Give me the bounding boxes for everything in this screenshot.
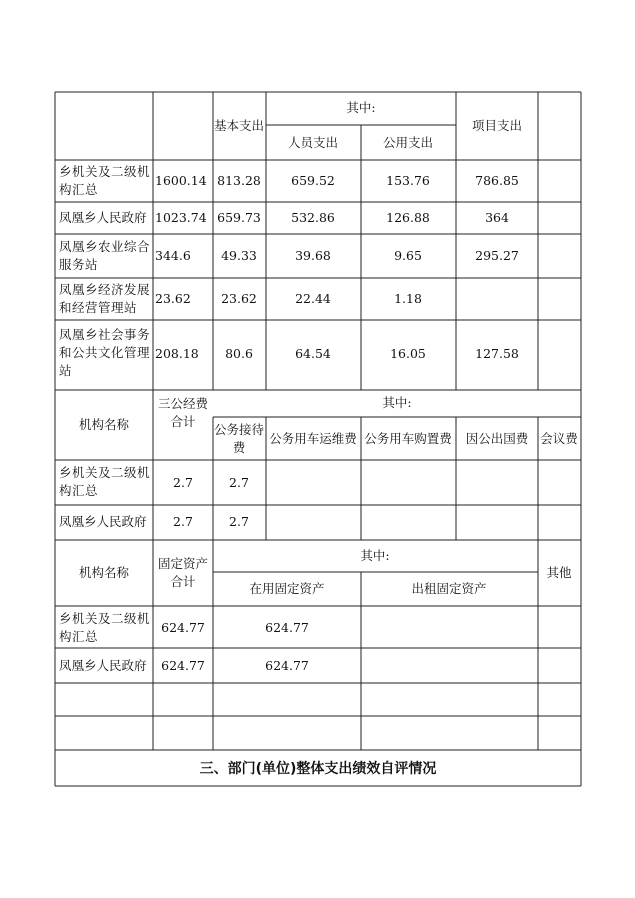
total-expense: 208.18 xyxy=(155,346,199,361)
public-expense: 1.18 xyxy=(394,291,422,306)
header-abroad: 因公出国费 xyxy=(465,431,529,446)
header-among: 其中: xyxy=(360,548,390,563)
personnel-expense: 22.44 xyxy=(295,291,331,306)
public-expense: 16.05 xyxy=(390,346,426,361)
reception-expense: 2.7 xyxy=(229,475,249,490)
org-name: 凤凰乡人民政府 xyxy=(59,658,147,673)
three-public-total: 2.7 xyxy=(173,475,193,490)
project-expense: 295.27 xyxy=(475,248,519,263)
org-name: 凤凰乡农业综合 服务站 xyxy=(59,239,151,272)
project-expense: 364 xyxy=(485,210,509,225)
header-in-use-assets: 在用固定资产 xyxy=(249,581,325,596)
header-org-name: 机构名称 xyxy=(78,565,130,580)
personnel-expense: 659.52 xyxy=(291,173,335,188)
total-expense: 344.6 xyxy=(155,248,191,263)
header-other: 其他 xyxy=(546,565,572,580)
section-title: 三、部门(单位)整体支出绩效自评情况 xyxy=(199,761,437,777)
header-org-name: 机构名称 xyxy=(78,417,130,432)
personnel-expense: 64.54 xyxy=(295,346,331,361)
header-basic-expense: 基本支出 xyxy=(213,118,265,133)
project-expense: 786.85 xyxy=(475,173,519,188)
org-name: 凤凰乡人民政府 xyxy=(59,514,147,529)
basic-expense: 23.62 xyxy=(221,291,257,306)
header-among: 其中: xyxy=(346,100,376,115)
public-expense: 126.88 xyxy=(386,210,430,225)
reception-expense: 2.7 xyxy=(229,514,249,529)
header-meeting: 会议费 xyxy=(540,431,578,446)
fixed-asset-total: 624.77 xyxy=(161,620,205,635)
three-public-total: 2.7 xyxy=(173,514,193,529)
org-name: 凤凰乡社会事务 和公共文化管理 站 xyxy=(59,327,151,378)
public-expense: 153.76 xyxy=(386,173,430,188)
in-use-assets: 624.77 xyxy=(265,620,309,635)
basic-expense: 49.33 xyxy=(221,248,257,263)
header-fixed-asset-total: 固定资产 合计 xyxy=(157,556,209,589)
in-use-assets: 624.77 xyxy=(265,658,309,673)
org-name: 乡机关及二级机 构汇总 xyxy=(59,465,151,498)
header-reception: 公务接待 费 xyxy=(213,422,265,455)
basic-expense: 813.28 xyxy=(217,173,261,188)
public-expense: 9.65 xyxy=(394,248,422,263)
total-expense: 23.62 xyxy=(155,291,191,306)
header-among: 其中: xyxy=(382,395,412,410)
project-expense: 127.58 xyxy=(475,346,519,361)
total-expense: 1600.14 xyxy=(155,173,207,188)
basic-expense: 659.73 xyxy=(217,210,261,225)
org-name: 乡机关及二级机 构汇总 xyxy=(59,611,151,644)
header-project-expense: 项目支出 xyxy=(471,118,523,133)
header-public-expense: 公用支出 xyxy=(382,135,434,150)
fixed-asset-total: 624.77 xyxy=(161,658,205,673)
header-car-purchase: 公务用车购置费 xyxy=(364,431,452,446)
org-name: 凤凰乡经济发展 和经营管理站 xyxy=(59,282,151,315)
personnel-expense: 532.86 xyxy=(291,210,335,225)
header-three-public-total: 三公经费 合计 xyxy=(157,396,209,429)
header-rented-assets: 出租固定资产 xyxy=(411,581,487,596)
header-personnel-expense: 人员支出 xyxy=(287,135,339,150)
total-expense: 1023.74 xyxy=(155,210,207,225)
header-car-operation: 公务用车运维费 xyxy=(269,431,357,446)
org-name: 凤凰乡人民政府 xyxy=(59,210,147,225)
basic-expense: 80.6 xyxy=(225,346,253,361)
personnel-expense: 39.68 xyxy=(295,248,331,263)
org-name: 乡机关及二级机 构汇总 xyxy=(59,164,151,197)
